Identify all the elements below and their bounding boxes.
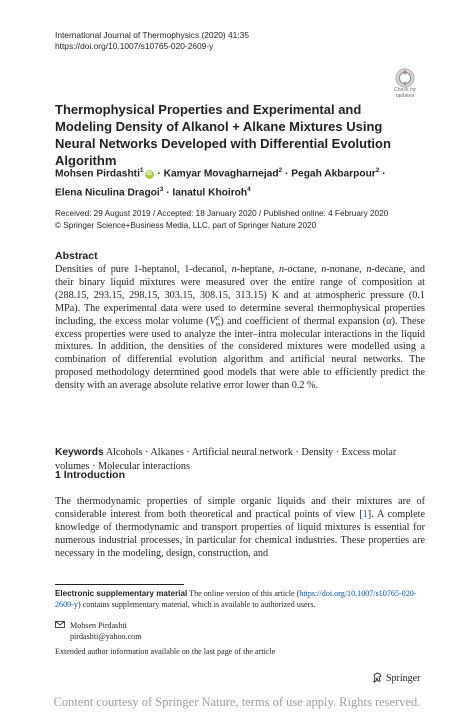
author-name[interactable]: Elena Niculina Dragoi <box>55 187 160 199</box>
article-history <box>55 208 425 231</box>
abstract-text: Densities of pure 1-heptanol, 1-decanol, n-heptane, n-octane, n-nonane, n-decane, and their binary liquid mixtures were measured over the entire range of composition at (288.15, 293.15, 298.15, 303.15, 308.15, 313.15) K and at atmospheric pressure (0.1 MPa). The experimental data were used to determine several thermophysical properties including, the excess molar volume (V E m ) and coefficient of thermal expansion (α). These excess properties were used to analyze the inter–intra molecular interactions in the liquid mixtures. In addition, the densities of the considered mixtures were modelled using a combination of differential evolution algorithm and artificial neural networks. The proposed methodology determined good models that were able to efficiently predict the density with an average absolute relative error lower than 0.2 %. <box>55 264 425 392</box>
springer-horse-icon <box>372 672 383 683</box>
crossmark-label-1: Check for <box>393 87 417 93</box>
keywords-label: Keywords <box>55 447 104 458</box>
footnote-divider <box>55 584 184 585</box>
author-affiliation: 3 <box>159 186 164 194</box>
abstract-heading: Abstract <box>55 250 98 262</box>
copyright-line: © Springer Science+Business Media, LLC, part of Springer Nature 2020 <box>55 220 317 230</box>
springer-logo <box>372 672 420 685</box>
author-name[interactable]: Kamyar Movagharnejad <box>163 168 279 180</box>
correspondence <box>55 621 425 642</box>
article-dates: Received: 29 August 2019 / Accepted: 18 January 2020 / Published online: 4 February 2020 <box>55 209 389 218</box>
article-doi[interactable]: https://doi.org/10.1007/s10765-020-2609-y <box>55 41 214 51</box>
envelope-icon <box>55 621 65 628</box>
supplementary-link[interactable]: https://doi.org/10.1007/s10765-020-2609-y <box>55 589 417 609</box>
extended-author-info: Extended author information available on the last page of the article <box>55 647 276 656</box>
supplementary-note: Electronic supplementary material The online version of this article (https://doi.org/10.1007/s10765-020-2609-y) contains supplementary material, which is available to authorized users. <box>55 589 417 609</box>
author-list: Mohsen Pirdashti$^1$iD · Kamyar Movagharnejad$^2$ · Pegah Akbarpour$^2$ · Elena Niculina Dragoi$^3$ · Ianatul Khoiroh$^4$ <box>55 167 386 199</box>
author-name[interactable]: Ianatul Khoiroh <box>172 187 248 199</box>
courtesy-notice: Content courtesy of Springer Nature, terms of use apply. Rights reserved. <box>53 695 421 709</box>
corresponding-author-name: Mohsen Pirdashti <box>70 621 127 630</box>
author-affiliation: 2 <box>278 167 283 174</box>
author-affiliation: 1 <box>139 167 144 174</box>
author-name[interactable]: Pegah Akbarpour <box>291 168 376 180</box>
crossmark-icon <box>395 68 415 88</box>
journal-citation: International Journal of Thermophysics (2020) 41:35 <box>55 30 249 40</box>
publisher-name: Springer <box>386 673 421 684</box>
check-for-updates-badge[interactable] <box>393 68 417 100</box>
supplementary-label: Electronic supplementary material <box>55 589 188 598</box>
corresponding-author-email[interactable]: pirdashti@yahoo.com <box>70 631 142 641</box>
section-heading-introduction: 1 Introduction <box>55 469 125 481</box>
journal-header <box>55 30 249 52</box>
alpha-symbol: α <box>386 315 392 327</box>
excess-volume-symbol: V E m <box>209 314 221 328</box>
crossmark-label-2: updates <box>395 92 415 99</box>
author-name[interactable]: Mohsen Pirdashti <box>55 168 140 180</box>
citation-link[interactable]: 1 <box>362 508 368 520</box>
introduction-text: The thermodynamic properties of simple organic liquids and their mixtures are of considerable interest from both theoretical and practical points of view [1]. A complete knowledge of thermodynamic and transport properties of liquid mixtures is essential for numerous industrial processes, in particular for chemical industries. These properties are necessary in the modeling, design, construction, and <box>55 496 426 559</box>
article-title: Thermophysical Properties and Experimental and Modeling Density of Alkanol + Alkane Mixtures Using Neural Networks Developed with Differential Evolution Algorithm <box>55 102 391 168</box>
author-affiliation: 2 <box>375 167 380 174</box>
orcid-icon[interactable]: iD <box>146 171 152 178</box>
keywords-text: Alcohols · Alkanes · Artificial neural network · Density · Excess molar volumes · Molecular interactions <box>55 447 397 472</box>
author-affiliation: 4 <box>247 186 251 194</box>
